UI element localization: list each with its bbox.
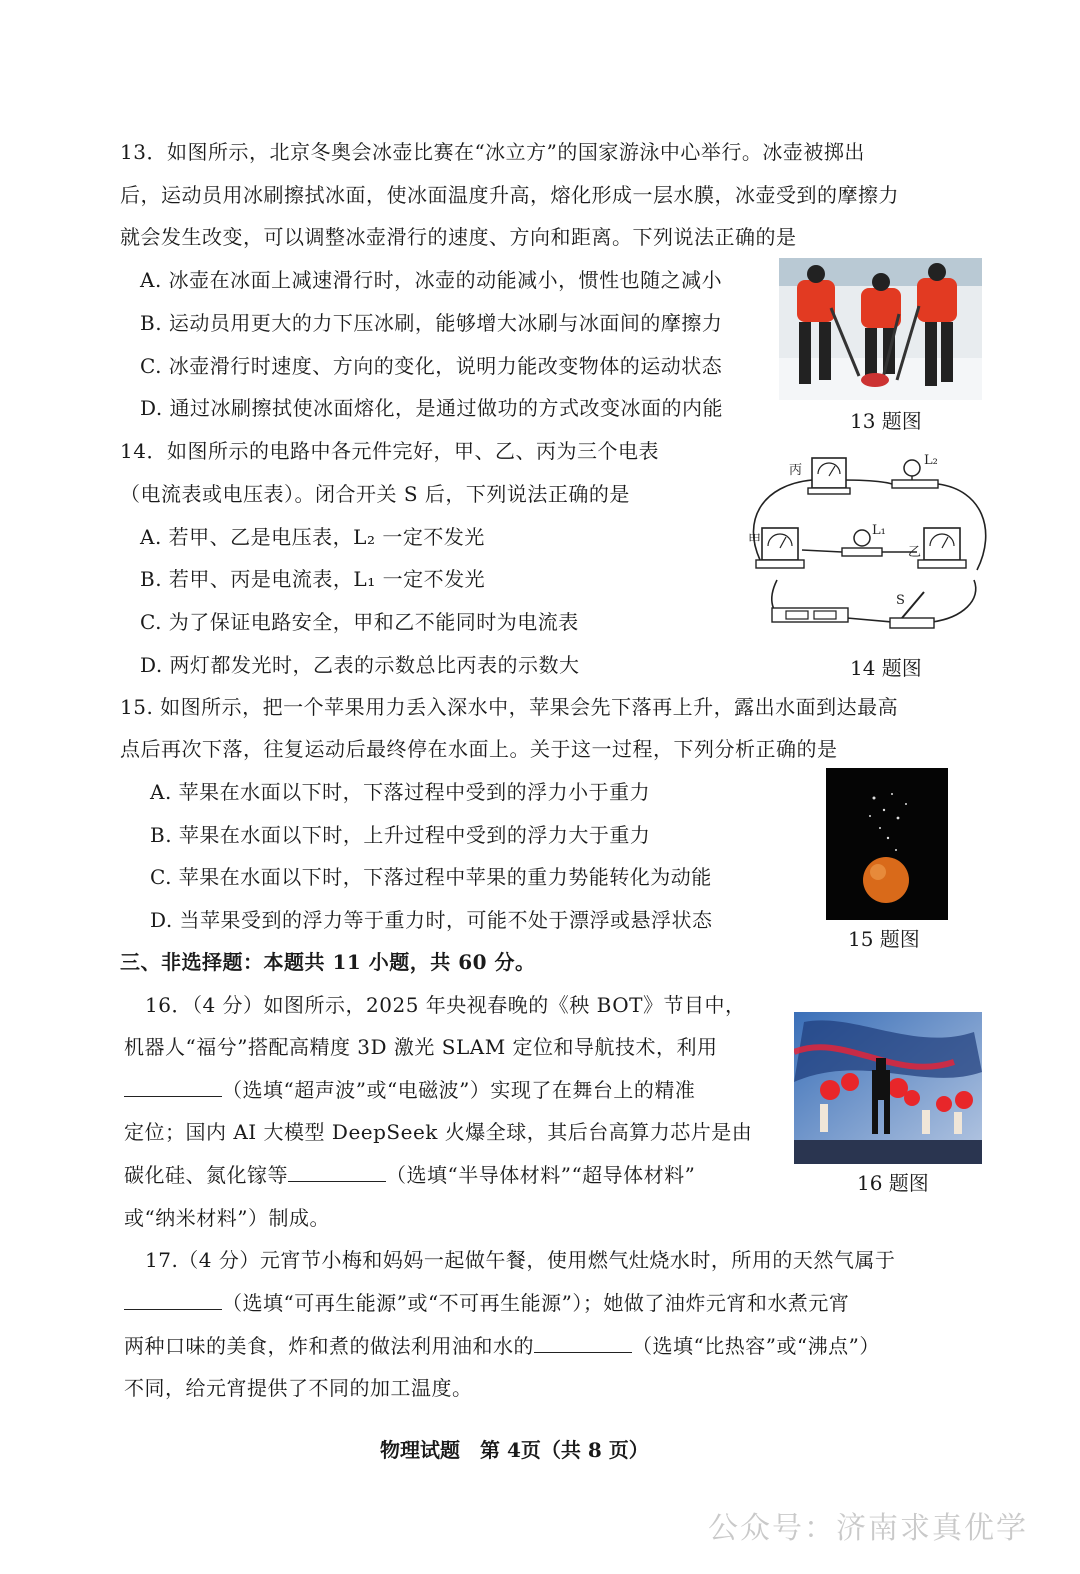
label-l1: L₁ xyxy=(872,523,886,538)
q14-option-d: D. 两灯都发光时，乙表的示数总比丙表的示数大 xyxy=(140,653,580,677)
q13-option-c: C. 冰壶滑行时速度、方向的变化，说明力能改变物体的运动状态 xyxy=(140,354,723,378)
curling-photo xyxy=(779,258,982,400)
robot-dance-photo xyxy=(794,1012,982,1164)
q17-line-1: 17.（4 分）元宵节小梅和妈妈一起做午餐，使用燃气灶烧水时，所用的天然气属于 xyxy=(145,1248,896,1272)
q13-option-a: A. 冰壶在冰面上减速滑行时，冰壶的动能减小，惯性也随之减小 xyxy=(140,268,723,292)
q16-figure-caption: 16 题图 xyxy=(857,1171,929,1195)
q16-line-2: 机器人“福兮”搭配高精度 3D 激光 SLAM 定位和导航技术，利用 xyxy=(124,1035,718,1059)
q17-line-3: 两种口味的美食，炸和煮的做法利用油和水的 （选填“比热容”或“沸点”） xyxy=(124,1334,880,1358)
meter-jia-icon xyxy=(756,528,804,568)
label-s: S xyxy=(896,593,905,608)
q15-option-a: A. 苹果在水面以下时，下落过程中受到的浮力小于重力 xyxy=(150,780,651,804)
q15-stem-line-2: 点后再次下落，往复运动后最终停在水面上。关于这一过程，下列分析正确的是 xyxy=(120,737,838,761)
q15-option-d: D. 当苹果受到的浮力等于重力时，可能不处于漂浮或悬浮状态 xyxy=(150,908,713,932)
q14-option-c: C. 为了保证电路安全，甲和乙不能同时为电流表 xyxy=(140,610,579,634)
q13-stem-line-2: 后，运动员用冰刷擦拭冰面，使冰面温度升高，熔化形成一层水膜，冰壶受到的摩擦力 xyxy=(120,183,899,207)
q14-stem-line-1: 14．如图所示的电路中各元件完好，甲、乙、丙为三个电表 xyxy=(120,439,659,463)
label-l2: L₂ xyxy=(924,453,938,468)
q14-stem-line-2: （电流表或电压表）。闭合开关 S 后，下列说法正确的是 xyxy=(120,482,630,506)
q13-figure-caption: 13 题图 xyxy=(850,409,922,433)
q13-stem-line-3: 就会发生改变，可以调整冰壶滑行的速度、方向和距离。下列说法正确的是 xyxy=(120,225,797,249)
q13-option-d: D. 通过冰刷擦拭使冰面熔化，是通过做功的方式改变冰面的内能 xyxy=(140,396,724,420)
q16-line-6: 或“纳米材料”）制成。 xyxy=(124,1206,330,1230)
q15-option-b: B. 苹果在水面以下时，上升过程中受到的浮力大于重力 xyxy=(150,823,651,847)
q14-option-b: B. 若甲、丙是电流表，L₁ 一定不发光 xyxy=(140,567,486,591)
apple-in-water-photo xyxy=(826,768,948,920)
label-yi: 乙 xyxy=(908,545,922,560)
page-footer: 物理试题 第 4页（共 8 页） xyxy=(380,1438,649,1462)
q15-stem-line-1: 15. 如图所示，把一个苹果用力丢入深水中，苹果会先下落再上升，露出水面到达最高 xyxy=(120,695,899,719)
q14-option-a: A. 若甲、乙是电压表，L₂ 一定不发光 xyxy=(140,525,485,549)
q15-option-c: C. 苹果在水面以下时，下落过程中苹果的重力势能转化为动能 xyxy=(150,865,712,889)
q16-line-4: 定位；国内 AI 大模型 DeepSeek 火爆全球，其后台高算力芯片是由 xyxy=(124,1120,753,1144)
battery-icon xyxy=(772,608,848,622)
q17-line-4: 不同，给元宵提供了不同的加工温度。 xyxy=(124,1376,473,1400)
label-jia: 甲 xyxy=(748,533,762,548)
q16-line-3: （选填“超声波”或“电磁波”）实现了在舞台上的精准 xyxy=(124,1076,695,1104)
q13-option-b: B. 运动员用更大的力下压冰刷，能够增大冰刷与冰面间的摩擦力 xyxy=(140,311,723,335)
section-three-heading: 三、非选择题：本题共 11 小题，共 60 分。 xyxy=(120,950,536,974)
q16-line-5: 碳化硅、氮化镓等 （选填“半导体材料”“超导体材料” xyxy=(124,1163,696,1187)
q16-line-1: 16．（4 分）如图所示，2025 年央视春晚的《秧 BOT》节目中， xyxy=(145,993,746,1017)
q15-figure-caption: 15 题图 xyxy=(848,927,920,951)
watermark: 公众号：济南求真优学 xyxy=(708,1511,1028,1546)
q17-answer-blank-2[interactable] xyxy=(534,1332,632,1353)
meter-bing-icon xyxy=(808,458,850,494)
q13-stem-line-1: 13．如图所示，北京冬奥会冰壶比赛在“冰立方”的国家游泳中心举行。冰壶被掷出 xyxy=(120,140,865,164)
q16-answer-blank-2[interactable] xyxy=(288,1161,386,1182)
q14-figure-caption: 14 题图 xyxy=(850,656,922,680)
label-bing: 丙 xyxy=(789,463,803,478)
q17-answer-blank-1[interactable] xyxy=(124,1289,222,1310)
q16-answer-blank-1[interactable] xyxy=(124,1076,222,1097)
circuit-diagram xyxy=(742,440,994,640)
q17-line-2: （选填“可再生能源”或“不可再生能源”）；她做了油炸元宵和水煮元宵 xyxy=(124,1289,849,1317)
meter-yi-icon xyxy=(918,528,966,568)
